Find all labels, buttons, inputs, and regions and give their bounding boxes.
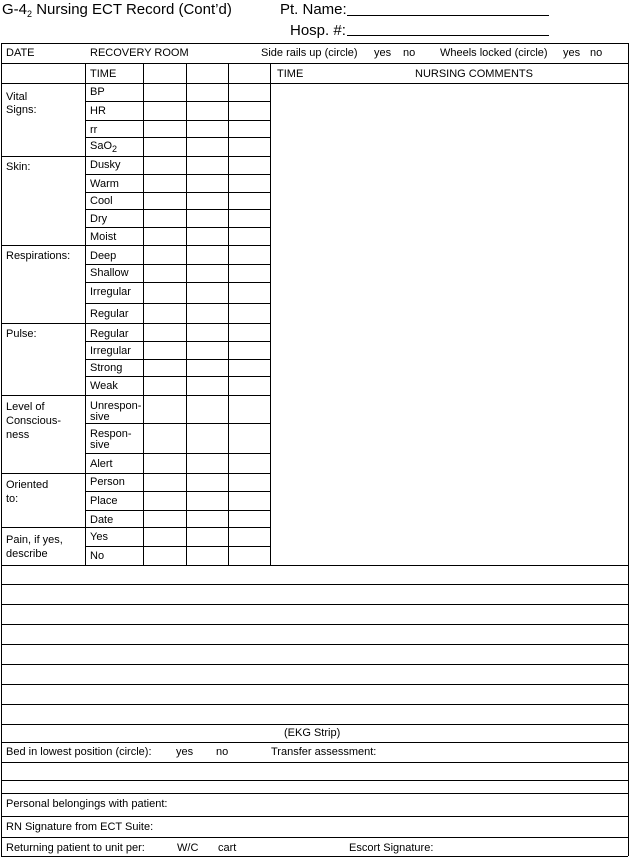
item-divider (85, 264, 270, 265)
time-row-divider (85, 83, 628, 84)
row-divider (1, 793, 628, 794)
form-title: $G-4_2$ Nursing ECT Record (Cont’d) (2, 1, 232, 19)
item-yes: Yes (90, 531, 108, 543)
row-divider (1, 565, 628, 566)
item-responsive: Respon- sive (90, 428, 132, 451)
row-divider (1, 684, 628, 685)
bed-lowest-position-label: Bed in lowest position (circle): (6, 746, 152, 758)
category-vital-signs: Vital Signs: (6, 91, 37, 116)
item-divider (85, 491, 270, 492)
time-column-divider (228, 63, 229, 565)
item-irregular-pulse: Irregular (90, 345, 131, 357)
item-irregular-respiration: Irregular (90, 286, 131, 298)
item-divider (85, 395, 270, 396)
side-rails-no-option[interactable]: no (403, 47, 416, 59)
time-header-left: TIME (90, 68, 117, 80)
side-rails-label: Side rails up (circle) (261, 47, 358, 59)
hospital-number-label: Hosp. #: (290, 22, 346, 39)
escort-signature-label: Escort Signature: (349, 842, 434, 854)
item-unresponsive: Unrespon- sive (90, 400, 142, 423)
row-divider (1, 724, 628, 725)
item-divider (85, 120, 270, 121)
item-moist: Moist (90, 231, 117, 243)
bed-no-option[interactable]: no (216, 746, 229, 758)
item-no: No (90, 550, 105, 562)
wheelchair-option[interactable]: W/C (177, 842, 199, 854)
recovery-room-label: RECOVERY ROOM (90, 47, 189, 59)
item-divider (85, 137, 270, 138)
item-weak: Weak (90, 380, 118, 392)
hospital-number-field[interactable] (347, 35, 549, 36)
item-person: Person (90, 476, 125, 488)
category-divider (1, 395, 85, 396)
category-skin: Skin: (6, 161, 31, 173)
item-dusky: Dusky (90, 159, 121, 171)
item-place: Place (90, 495, 118, 507)
rn-signature-label: RN Signature from ECT Suite: (6, 821, 154, 833)
item-divider (85, 227, 270, 228)
side-rails-yes-option[interactable]: yes (374, 47, 392, 59)
item-divider (85, 174, 270, 175)
item-divider (85, 323, 270, 324)
category-pulse: Pulse: (6, 328, 37, 340)
item-divider (85, 423, 270, 424)
cart-option[interactable]: cart (218, 842, 237, 854)
wheels-no-option[interactable]: no (590, 47, 603, 59)
item-divider (85, 527, 270, 528)
row-divider (1, 624, 628, 625)
row-divider (1, 644, 628, 645)
ekg-strip-label: (EKG Strip) (284, 727, 341, 739)
item-divider (85, 192, 270, 193)
category-divider (1, 323, 85, 324)
row-divider (1, 604, 628, 605)
item-shallow: Shallow (90, 267, 129, 279)
form-border-bottom (1, 856, 628, 857)
item-divider (85, 245, 270, 246)
patient-name-label: Pt. Name: (280, 1, 347, 18)
row-divider (1, 780, 628, 781)
time-column-divider (186, 63, 187, 565)
category-divider (1, 473, 85, 474)
wheels-locked-label: Wheels locked (circle) (440, 47, 548, 59)
item-deep: Deep (90, 250, 117, 262)
category-divider (1, 156, 85, 157)
form-border-right (628, 43, 629, 856)
item-divider (85, 510, 270, 511)
item-divider (85, 546, 270, 547)
item-sao2: SaO$_2$ (90, 140, 118, 154)
item-divider (85, 473, 270, 474)
label-column-divider (85, 63, 86, 565)
row-divider (1, 664, 628, 665)
row-divider (1, 762, 628, 763)
item-bp: BP (90, 86, 105, 98)
row-divider (1, 63, 628, 64)
item-divider (85, 359, 270, 360)
personal-belongings-label: Personal belongings with patient: (6, 798, 168, 810)
time-column-divider (270, 63, 271, 565)
item-divider (85, 282, 270, 283)
returning-patient-label: Returning patient to unit per: (6, 842, 145, 854)
item-strong: Strong (90, 362, 123, 374)
patient-name-field[interactable] (347, 15, 549, 16)
item-divider (85, 303, 270, 304)
row-divider (1, 742, 628, 743)
item-hr: HR (90, 105, 106, 117)
wheels-yes-option[interactable]: yes (563, 47, 581, 59)
form-border-top (1, 43, 628, 44)
item-divider (85, 101, 270, 102)
date-label: DATE (6, 47, 35, 59)
item-regular-pulse: Regular (90, 328, 129, 340)
item-rr: rr (90, 124, 98, 136)
item-divider (85, 341, 270, 342)
category-pain: Pain, if yes, describe (6, 534, 63, 560)
item-alert: Alert (90, 458, 113, 470)
row-divider (1, 704, 628, 705)
nursing-comments-header: NURSING COMMENTS (415, 68, 533, 80)
item-warm: Warm (90, 178, 119, 190)
category-divider (1, 527, 85, 528)
time-header-right: TIME (277, 68, 304, 80)
category-divider (1, 245, 85, 246)
category-respirations: Respirations: (6, 250, 71, 262)
time-column-divider (143, 63, 144, 565)
item-dry: Dry (90, 213, 108, 225)
category-divider (1, 83, 85, 84)
item-divider (85, 376, 270, 377)
bed-yes-option[interactable]: yes (176, 746, 194, 758)
item-date: Date (90, 514, 114, 526)
row-divider (1, 816, 628, 817)
transfer-assessment-label: Transfer assessment: (271, 746, 377, 758)
row-divider (1, 584, 628, 585)
item-divider (85, 156, 270, 157)
item-cool: Cool (90, 195, 113, 207)
item-divider (85, 453, 270, 454)
category-oriented: Oriented to: (6, 479, 49, 505)
form-border-left (1, 43, 2, 856)
item-divider (85, 209, 270, 210)
row-divider (1, 837, 628, 838)
category-level-of-consciousness: Level of Conscious- ness (6, 401, 62, 441)
item-regular-respiration: Regular (90, 308, 129, 320)
